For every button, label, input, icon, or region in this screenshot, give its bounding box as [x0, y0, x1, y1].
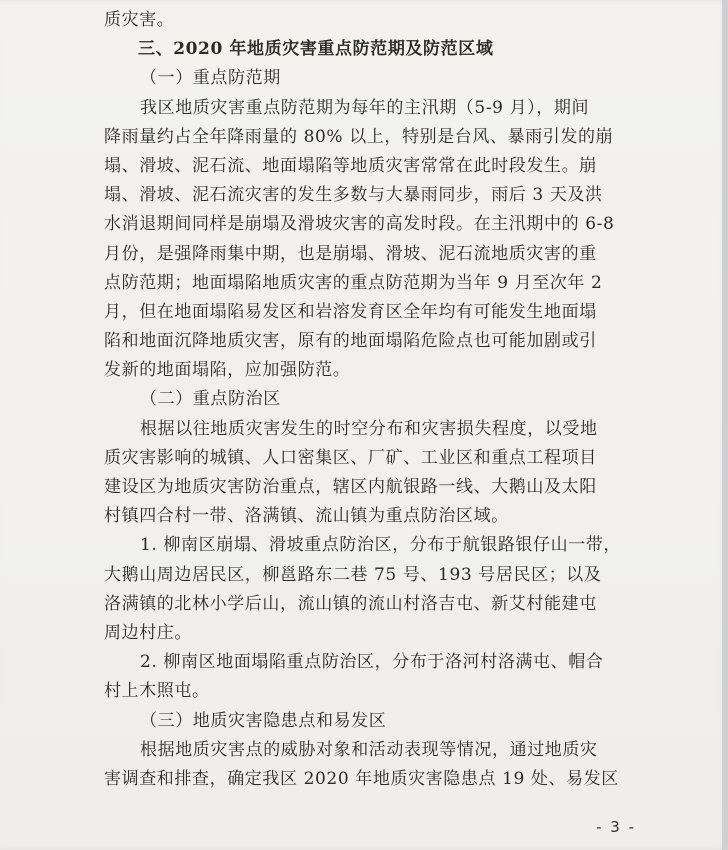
- page-edge: [722, 0, 728, 850]
- paragraph-line: 质灾害影响的城镇、人口密集区、厂矿、工业区和重点工程项目: [104, 447, 597, 468]
- list-item: 2. 柳南区地面塌陷重点防治区，分布于洛河村洛满屯、帽合: [140, 652, 604, 673]
- paragraph-line: 月，但在地面塌陷易发区和岩溶发育区全年均有可能发生地面塌: [104, 301, 597, 322]
- paragraph-line: 陷和地面沉降地质灾害，原有的地面塌陷危险点也可能加剧或引: [104, 331, 597, 352]
- paragraph-line: 塌、滑坡、泥石流灾害的发生多数与大暴雨同步，雨后 3 天及洪: [104, 185, 603, 206]
- section-heading: 三、2020 年地质灾害重点防范期及防范区域: [138, 39, 494, 60]
- paragraph-line: 周边村庄。: [104, 622, 192, 643]
- paragraph-line: 村镇四合村一带、洛满镇、流山镇为重点防治区域。: [104, 506, 509, 527]
- paragraph-line: 月份，是强降雨集中期，也是崩塌、滑坡、泥石流地质灾害的重: [104, 243, 597, 264]
- subsection-heading: （一）重点防范期: [140, 68, 281, 89]
- paragraph-line: 发新的地面塌陷，应加强防范。: [104, 360, 351, 381]
- paragraph-line: 点防范期；地面塌陷地质灾害的重点防范期为当年 9 月至次年 2: [104, 272, 603, 293]
- paragraph-line: 降雨量约占全年降雨量的 80% 以上，特别是台风、暴雨引发的崩: [104, 126, 614, 147]
- subsection-heading: （二）重点防治区: [140, 389, 281, 410]
- paragraph-line: 塌、滑坡、泥石流、地面塌陷等地质灾害常常在此时段发生。崩: [104, 155, 597, 176]
- paragraph-line: 害调查和排查，确定我区 2020 年地质灾害隐患点 19 处、易发区: [104, 768, 619, 789]
- subsection-heading: （三）地质灾害隐患点和易发区: [140, 710, 387, 731]
- paragraph-line: 我区地质灾害重点防范期为每年的主汛期（5-9 月），期间: [140, 97, 590, 118]
- paragraph-line: 根据以往地质灾害发生的时空分布和灾害损失程度，以受地: [140, 418, 598, 439]
- page-number: - 3 -: [596, 818, 636, 836]
- text-line: 质灾害。: [104, 10, 175, 30]
- paragraph-line: 洛满镇的北林小学后山，流山镇的流山村洛吉屯、新艾村能建屯: [104, 593, 597, 614]
- document-body: [104, 6, 636, 794]
- paragraph-line: 建设区为地质灾害防治重点，辖区内航银路一线、大鹅山及太阳: [104, 477, 597, 497]
- paragraph-line: 根据地质灾害点的威胁对象和活动表现等情况，通过地质灾: [140, 739, 598, 760]
- list-item: 1. 柳南区崩塌、滑坡重点防治区，分布于航银路银仔山一带，: [140, 535, 622, 556]
- paragraph-line: 大鹅山周边居民区，柳邕路东二巷 75 号、193 号居民区；以及: [104, 564, 602, 585]
- paragraph-line: 水消退期间同样是崩塌及滑坡灾害的高发时段。在主汛期中的 6-8: [104, 214, 615, 235]
- paragraph-line: 村上木照屯。: [104, 681, 210, 702]
